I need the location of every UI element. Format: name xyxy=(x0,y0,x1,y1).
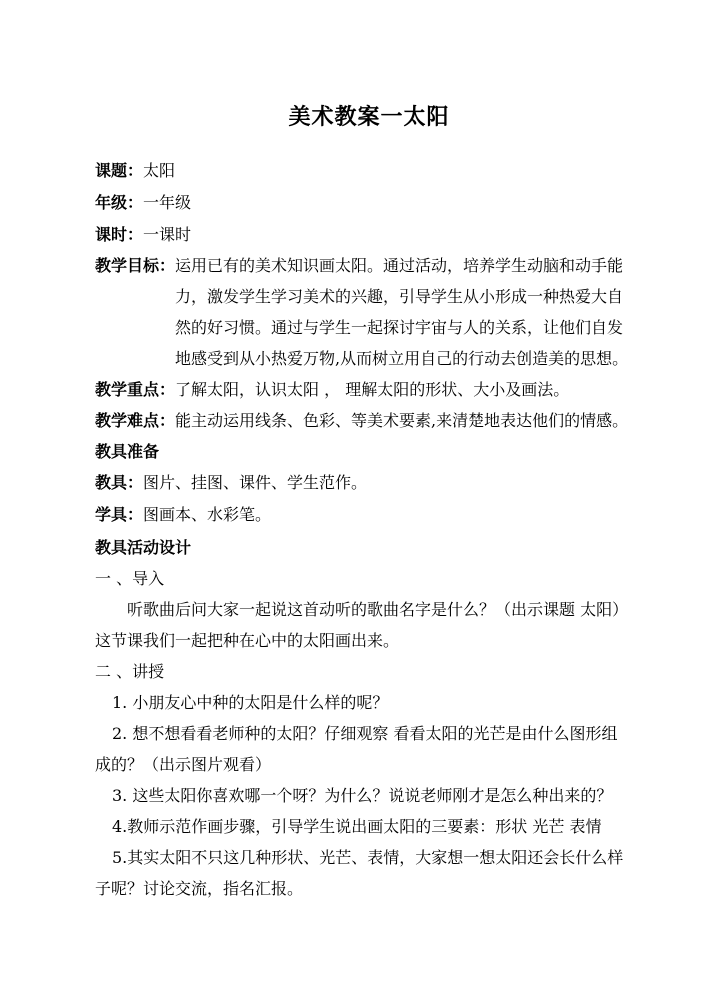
difficulty-label: 教学难点： xyxy=(95,411,176,430)
list-item: 4.教师示范作画步骤，引导学生说出画太阳的三要素：形状 光芒 表情 xyxy=(112,817,602,836)
period-row xyxy=(95,225,191,245)
teacher-tools-value: 图片、挂图、课件、学生范作。 xyxy=(143,473,368,492)
period-label: 课时： xyxy=(95,225,144,244)
goal-line: 地感受到从小热爱万物,从而树立用自己的行动去创造美的思想。 xyxy=(175,349,629,368)
teacher-tools-label: 教具： xyxy=(95,473,144,492)
section1-heading: 一 、导入 xyxy=(95,569,165,588)
document-title: 美术教案一太阳 xyxy=(288,104,450,130)
student-tools-value: 图画本、水彩笔。 xyxy=(143,505,272,524)
section1-line: 这节课我们一起把种在心中的太阳画出来。 xyxy=(95,631,400,650)
grade-value: 一年级 xyxy=(143,193,192,212)
grade-label: 年级： xyxy=(95,193,144,212)
grade-row xyxy=(95,193,191,213)
list-item-continuation: 成的？（出示图片观看） xyxy=(95,755,272,774)
period-value: 一课时 xyxy=(143,225,192,244)
student-tools-label: 学具： xyxy=(95,505,144,524)
topic-label: 课题： xyxy=(95,161,144,180)
list-item: 1. 小朋友心中种的太阳是什么样的呢？ xyxy=(112,693,389,712)
teacher-tools-row xyxy=(95,473,367,493)
list-item-continuation: 子呢？讨论交流，指名汇报。 xyxy=(95,879,304,898)
section1-line: 听歌曲后问大家一起说这首动听的歌曲名字是什么？（出示课题 太阳） xyxy=(127,600,629,619)
goal-line: 然的好习惯。通过与学生一起探讨宇宙与人的关系，让他们自发 xyxy=(175,318,624,337)
key-point-label: 教学重点： xyxy=(95,380,176,399)
difficulty-value: 能主动运用线条、色彩、等美术要素,来清楚地表达他们的情感。 xyxy=(175,411,629,430)
design-heading: 教具活动设计 xyxy=(95,538,192,557)
list-item: 2. 想不想看看老师种的太阳？仔细观察 看看太阳的光芒是由什么图形组 xyxy=(112,724,618,743)
topic-value: 太阳 xyxy=(143,161,176,180)
key-point-value: 了解太阳，认识太阳 ， 理解太阳的形状、大小及画法。 xyxy=(175,380,570,399)
goal-row xyxy=(95,256,623,276)
goal-label: 教学目标： xyxy=(95,256,176,275)
goal-line: 运用已有的美术知识画太阳。通过活动，培养学生动脑和动手能 xyxy=(175,256,624,275)
list-item: 5.其实太阳不只这几种形状、光芒、表情，大家想一想太阳还会长什么样 xyxy=(112,848,624,867)
section2-heading: 二 、讲授 xyxy=(95,662,165,681)
list-item: 3. 这些太阳你喜欢哪一个呀？为什么？说说老师刚才是怎么种出来的？ xyxy=(112,786,613,805)
key-point-row xyxy=(95,380,569,400)
difficulty-row xyxy=(95,411,628,431)
student-tools-row xyxy=(95,505,271,525)
topic-row xyxy=(95,161,175,181)
goal-line: 力，激发学生学习美术的兴趣，引导学生从小形成一种热爱大自 xyxy=(175,287,624,306)
prep-heading: 教具准备 xyxy=(95,442,160,461)
